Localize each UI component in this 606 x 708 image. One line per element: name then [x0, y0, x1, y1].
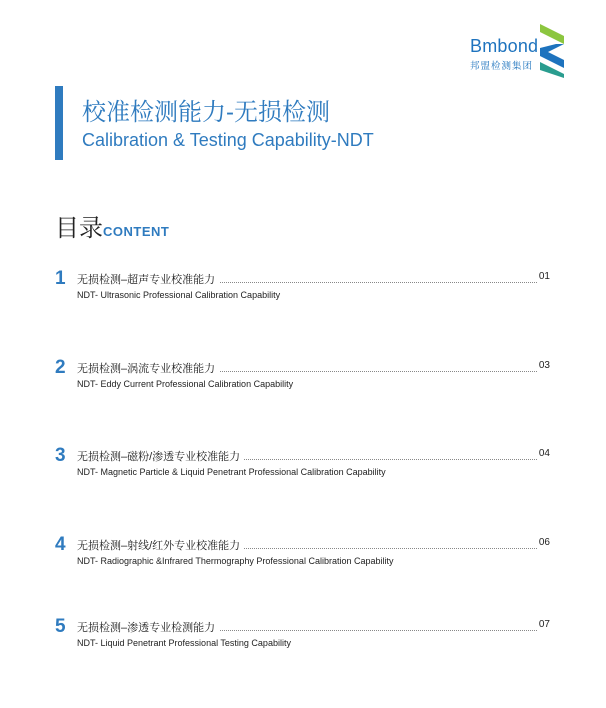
toc-entry-number: 5 — [55, 616, 66, 637]
toc-entry-5[interactable] — [55, 616, 555, 656]
page-title-en: Calibration & Testing Capability-NDT — [82, 130, 374, 150]
toc-heading-cn: 目录 — [55, 215, 103, 242]
toc-entry-number: 4 — [55, 534, 66, 555]
logo-wordmark: Bmbond — [470, 36, 539, 56]
toc-entry-number: 1 — [55, 268, 66, 289]
toc-entry-page: 06 — [535, 537, 550, 548]
toc-entry-2[interactable] — [55, 357, 555, 397]
toc-heading-en: CONTENT — [103, 224, 170, 239]
toc-entry-title-en: NDT- Magnetic Particle & Liquid Penetrant Professional Calibration Capability — [77, 467, 386, 477]
toc-entry-number: 3 — [55, 445, 66, 466]
toc-entry-title-cn: 无损检测–射线/红外专业校准能力 — [77, 537, 244, 553]
toc-entry-title-en: NDT- Liquid Penetrant Professional Testing Capability — [77, 638, 291, 648]
toc-entry-title-en: NDT- Eddy Current Professional Calibration Capability — [77, 379, 294, 389]
page-title-cn: 校准检测能力-无损检测 — [82, 99, 330, 126]
logo-mark-icon — [538, 22, 568, 78]
title-accent-bar — [55, 86, 63, 160]
logo-subtitle: 邦盟检测集团 — [470, 61, 534, 72]
toc-entry-title-cn: 无损检测–涡流专业校准能力 — [77, 360, 219, 376]
company-logo — [470, 22, 580, 78]
toc-entry-4[interactable] — [55, 534, 555, 574]
toc-entry-title-cn: 无损检测–超声专业校准能力 — [77, 271, 219, 287]
toc-entry-number: 2 — [55, 357, 66, 378]
toc-entry-page: 01 — [535, 271, 550, 282]
toc-entry-page: 07 — [535, 619, 550, 630]
toc-entry-page: 04 — [535, 448, 550, 459]
toc-entry-3[interactable] — [55, 445, 555, 485]
toc-entry-title-cn: 无损检测–磁粉/渗透专业校准能力 — [77, 448, 244, 464]
toc-heading — [55, 208, 169, 243]
toc-entry-title-cn: 无损检测–渗透专业检测能力 — [77, 619, 219, 635]
toc-entry-title-en: NDT- Radiographic &Infrared Thermography Professional Calibration Capability — [77, 556, 394, 566]
toc-entry-title-en: NDT- Ultrasonic Professional Calibration Capability — [77, 290, 281, 300]
toc-entry-page: 03 — [535, 360, 550, 371]
toc-entry-1[interactable] — [55, 268, 555, 308]
